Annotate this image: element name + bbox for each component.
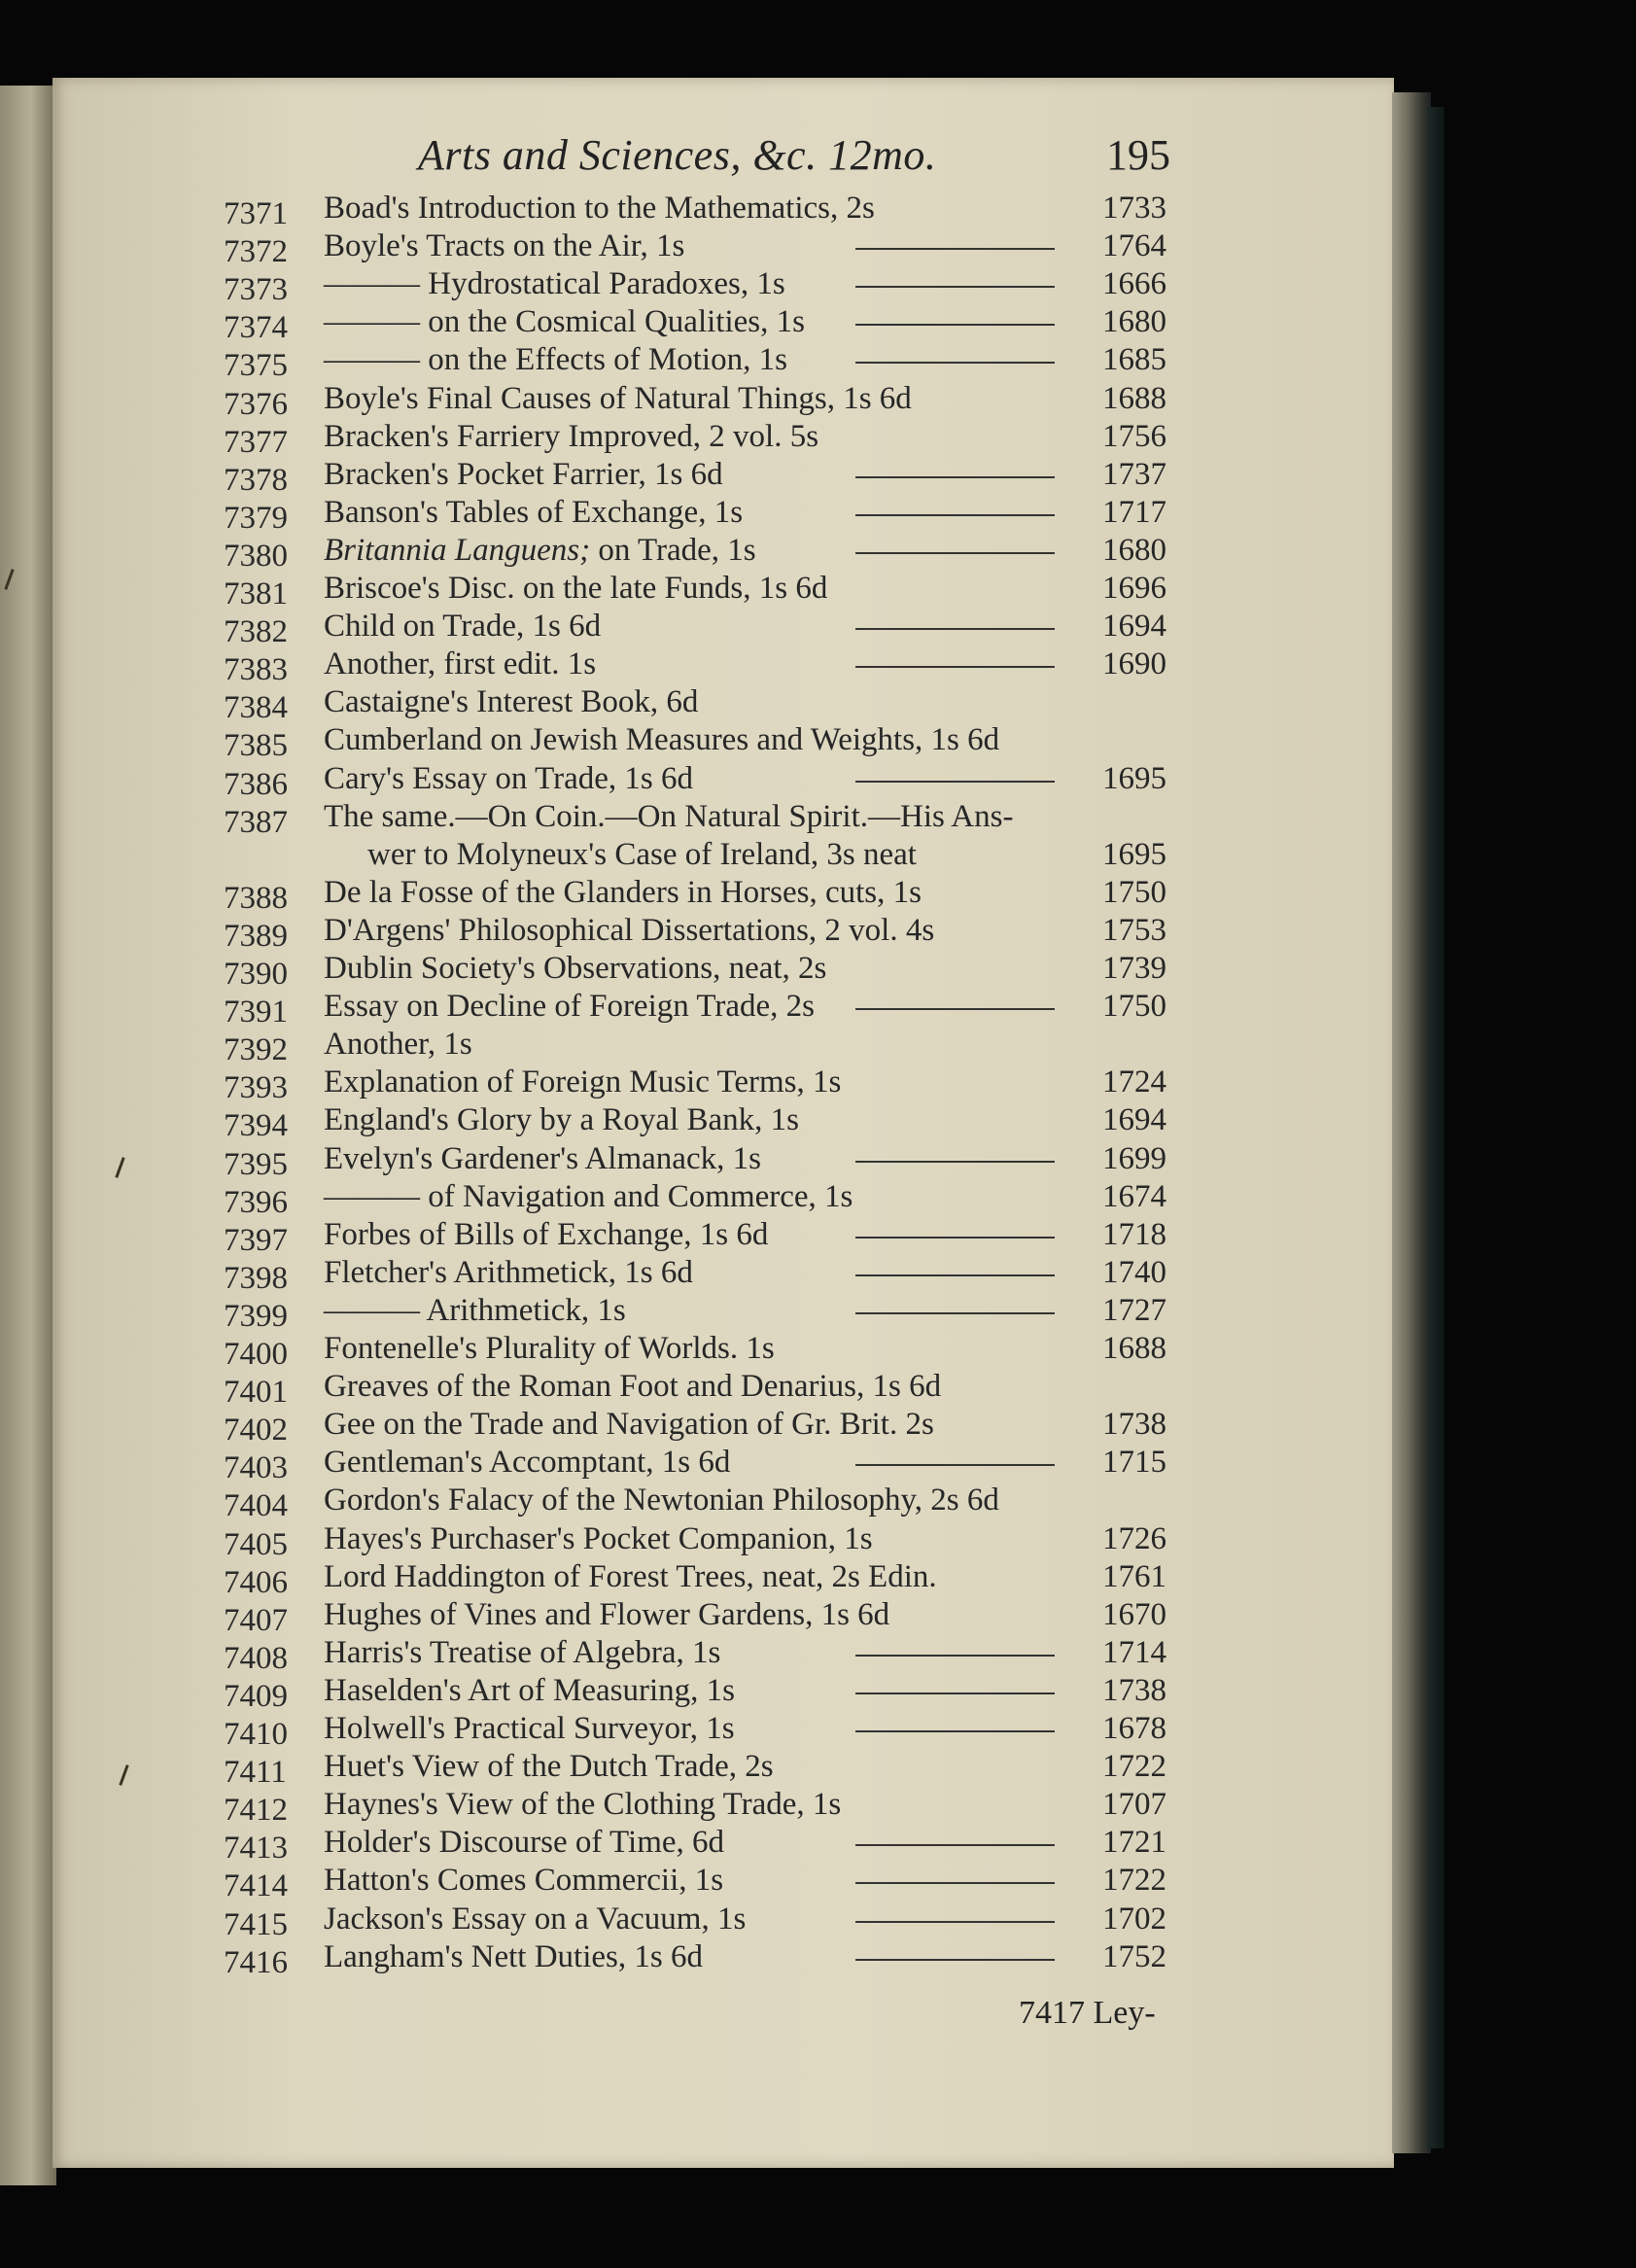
entry-year: 1726 [1102, 1520, 1166, 1556]
catalogue-entry [0, 1293, 1636, 1332]
catalogue-entry [0, 646, 1636, 688]
catalogue-entry [0, 989, 1636, 1028]
entry-title: Hayes's Purchaser's Pocket Companion, 1s [324, 1520, 873, 1556]
entry-title: Forbes of Bills of Exchange, 1s 6d [324, 1216, 769, 1252]
entry-title: Briscoe's Disc. on the late Funds, 1s 6d [324, 571, 828, 606]
catalogue-entry [0, 342, 1636, 384]
entry-number: 7392 [224, 1032, 288, 1068]
entry-number: 7406 [224, 1564, 288, 1600]
entry-number: 7373 [224, 272, 288, 308]
entry-number: 7415 [224, 1906, 288, 1942]
catalogue-entry [0, 761, 1636, 800]
entry-title: Boyle's Final Causes of Natural Things, 1s 6d [324, 380, 912, 416]
leader-rule [855, 781, 1055, 783]
entry-year: 1764 [1102, 228, 1166, 264]
entry-year: 1753 [1102, 912, 1166, 948]
entry-year: 1696 [1102, 571, 1166, 606]
catalogue-entry [0, 913, 1636, 952]
catalogue-entry [0, 1483, 1636, 1524]
leader-rule [855, 1161, 1055, 1163]
leader-rule [855, 1730, 1055, 1732]
catalogue-entry [0, 381, 1636, 420]
catalogue-entry [0, 1863, 1636, 1902]
entry-number: 7414 [224, 1868, 288, 1904]
entry-number: 7398 [224, 1260, 288, 1296]
entry-number: 7388 [224, 880, 288, 916]
leader-rule [855, 552, 1055, 554]
entry-title: The same.—On Coin.—On Natural Spirit.—His Ans- [324, 798, 1014, 834]
entry-number: 7397 [224, 1222, 288, 1258]
entry-year: 1688 [1102, 1331, 1166, 1366]
entry-year: 1699 [1102, 1140, 1166, 1176]
catalogue-entry [0, 1939, 1636, 1978]
entry-title: Gee on the Trade and Navigation of Gr. Brit. 2s [324, 1407, 934, 1443]
entry-title: Bracken's Farriery Improved, 2 vol. 5s [324, 418, 819, 454]
entry-number: 7412 [224, 1793, 288, 1829]
entry-number: 7374 [224, 310, 288, 346]
catalogue-entry [0, 419, 1636, 458]
entry-title [324, 533, 756, 569]
entry-number: 7390 [224, 957, 288, 992]
entry-number: 7376 [224, 386, 288, 422]
catalogue-entry [0, 1635, 1636, 1674]
entry-title: Evelyn's Gardener's Almanack, 1s [324, 1140, 761, 1176]
entry-title: England's Glory by a Royal Bank, 1s [324, 1102, 799, 1138]
catalogue-entry [0, 951, 1636, 990]
entry-title: Lord Haddington of Forest Trees, neat, 2s Edin. [324, 1558, 937, 1594]
catalogue-entry [0, 1445, 1636, 1486]
entry-title: ——— Hydrostatical Paradoxes, 1s [324, 266, 785, 302]
entry-title: Bracken's Pocket Farrier, 1s 6d [324, 456, 723, 492]
entry-year: 1707 [1102, 1787, 1166, 1823]
entry-number: 7408 [224, 1640, 288, 1676]
entry-title: De la Fosse of the Glanders in Horses, cuts, 1s [324, 874, 922, 910]
entry-number: 7407 [224, 1602, 288, 1638]
entry-year: 1724 [1102, 1064, 1166, 1100]
entry-year: 1739 [1102, 951, 1166, 986]
entry-number: 7379 [224, 500, 288, 536]
leader-rule [855, 248, 1055, 250]
entry-year: 1722 [1102, 1749, 1166, 1785]
entry-year: 1761 [1102, 1558, 1166, 1594]
entry-number: 7375 [224, 348, 288, 384]
entry-number: 7409 [224, 1678, 288, 1714]
catalogue-entry [0, 1179, 1636, 1218]
entry-year: 1727 [1102, 1292, 1166, 1328]
entry-year: 1738 [1102, 1407, 1166, 1443]
entry-title: Greaves of the Roman Foot and Denarius, 1s 6d [324, 1369, 942, 1405]
catalogue-entry [0, 684, 1636, 726]
entry-number: 7385 [224, 728, 288, 764]
entry-year: 1678 [1102, 1711, 1166, 1746]
entry-title: ——— on the Cosmical Qualities, 1s [324, 304, 805, 340]
entry-title-rest: on Trade, 1s [590, 532, 756, 568]
entry-year: 1670 [1102, 1596, 1166, 1632]
catalogue-entry [0, 1102, 1636, 1144]
entry-year: 1694 [1102, 609, 1166, 645]
entry-number: 7383 [224, 652, 288, 688]
entry-year: 1695 [1102, 836, 1166, 872]
leader-rule [855, 1464, 1055, 1466]
entry-title: Another, 1s [324, 1027, 472, 1063]
entry-title: Castaigne's Interest Book, 6d [324, 684, 699, 720]
entry-number: 7380 [224, 538, 288, 574]
catalogue-entry [0, 1597, 1636, 1636]
entry-number: 7382 [224, 614, 288, 650]
catalogue-entry [0, 609, 1636, 650]
entry-number: 7371 [224, 196, 288, 231]
page-header [0, 124, 1636, 183]
entry-year: 1718 [1102, 1216, 1166, 1252]
entry-year: 1715 [1102, 1445, 1166, 1481]
catalogue-entry [0, 191, 1636, 229]
entry-title: Gordon's Falacy of the Newtonian Philosophy, 2s 6d [324, 1483, 999, 1518]
entry-year: 1750 [1102, 874, 1166, 910]
entry-title: Boad's Introduction to the Mathematics, 2s [324, 191, 875, 226]
catalogue-entry [0, 1673, 1636, 1712]
entry-year: 1702 [1102, 1901, 1166, 1937]
leader-rule [855, 1882, 1055, 1884]
entry-number: 7400 [224, 1337, 288, 1372]
entry-year: 1666 [1102, 266, 1166, 302]
entry-number: 7404 [224, 1488, 288, 1524]
entry-number: 7403 [224, 1450, 288, 1486]
leader-rule [855, 628, 1055, 630]
entry-title: Huet's View of the Dutch Trade, 2s [324, 1749, 774, 1785]
leader-rule [855, 1237, 1055, 1239]
entry-year: 1688 [1102, 380, 1166, 416]
leader-rule [855, 1692, 1055, 1694]
entry-number: 7378 [224, 462, 288, 498]
catalogue-entry [0, 533, 1636, 572]
entry-title: wer to Molyneux's Case of Ireland, 3s neat [367, 836, 917, 872]
entry-year: 1737 [1102, 456, 1166, 492]
leader-rule [855, 1312, 1055, 1314]
leader-rule [855, 1008, 1055, 1010]
entry-title: Cumberland on Jewish Measures and Weights, 1s 6d [324, 722, 1000, 758]
entry-title: Banson's Tables of Exchange, 1s [324, 494, 744, 530]
entry-year: 1680 [1102, 304, 1166, 340]
catalogue-entry [0, 1825, 1636, 1867]
catalogue-entry [0, 837, 1636, 876]
entry-year: 1756 [1102, 418, 1166, 454]
entry-title: Holder's Discourse of Time, 6d [324, 1825, 725, 1861]
entry-number: 7389 [224, 918, 288, 954]
entry-year: 1733 [1102, 191, 1166, 226]
entry-number: 7402 [224, 1413, 288, 1448]
leader-rule [855, 514, 1055, 516]
leader-rule [855, 1655, 1055, 1657]
entry-title: Boyle's Tracts on the Air, 1s [324, 228, 685, 264]
entry-year: 1674 [1102, 1178, 1166, 1214]
entry-number: 7394 [224, 1108, 288, 1144]
entry-number: 7401 [224, 1375, 288, 1411]
entry-title: Essay on Decline of Foreign Trade, 2s [324, 989, 816, 1025]
entry-number: 7384 [224, 690, 288, 726]
entry-year: 1694 [1102, 1102, 1166, 1138]
running-title: Arts and Sciences, &c. 12mo. [418, 131, 937, 179]
leader-rule [855, 1844, 1055, 1846]
catalogue-entry [0, 457, 1636, 496]
entry-year: 1740 [1102, 1254, 1166, 1290]
catchword: 7417 Ley- [1019, 1995, 1156, 2031]
entry-number: 7386 [224, 766, 288, 802]
entry-number: 7405 [224, 1526, 288, 1562]
entry-number: 7413 [224, 1831, 288, 1867]
entry-title: Fontenelle's Plurality of Worlds. 1s [324, 1331, 775, 1366]
entry-title: Haynes's View of the Clothing Trade, 1s [324, 1787, 842, 1823]
entry-number: 7416 [224, 1944, 288, 1980]
entry-title: ——— on the Effects of Motion, 1s [324, 342, 787, 378]
catalogue-entry [0, 875, 1636, 914]
leader-rule [855, 1959, 1055, 1961]
catalogue-entry [0, 228, 1636, 270]
entry-title: Gentleman's Accomptant, 1s 6d [324, 1445, 731, 1481]
catalogue-entry [0, 1331, 1636, 1370]
entry-number: 7372 [224, 234, 288, 270]
entry-year: 1721 [1102, 1825, 1166, 1861]
entry-year: 1752 [1102, 1938, 1166, 1974]
entry-year: 1750 [1102, 989, 1166, 1025]
entry-title-italic: Britannia Languens; [324, 532, 591, 568]
entry-number: 7387 [224, 804, 288, 840]
entry-number: 7410 [224, 1717, 288, 1752]
entry-title: Hatton's Comes Commercii, 1s [324, 1863, 724, 1899]
entry-number: 7411 [224, 1755, 287, 1791]
catalogue-entry [0, 1787, 1636, 1829]
entry-title: Hughes of Vines and Flower Gardens, 1s 6d [324, 1596, 890, 1632]
entry-number: 7395 [224, 1146, 288, 1182]
catalogue-entry [0, 1521, 1636, 1560]
entry-title: Fletcher's Arithmetick, 1s 6d [324, 1254, 693, 1290]
entry-year: 1717 [1102, 494, 1166, 530]
catalogue-entry [0, 1902, 1636, 1940]
catalogue-entry [0, 722, 1636, 764]
catalogue-entry [0, 799, 1636, 838]
catalogue-entry [0, 1711, 1636, 1750]
entry-title: Another, first edit. 1s [324, 646, 597, 682]
entry-year: 1714 [1102, 1634, 1166, 1670]
entry-number: 7399 [224, 1298, 288, 1334]
catalogue-entry [0, 1141, 1636, 1180]
catalogue-entry [0, 266, 1636, 308]
entry-title: Haselden's Art of Measuring, 1s [324, 1672, 735, 1708]
leader-rule [855, 1274, 1055, 1276]
entry-number: 7391 [224, 994, 288, 1030]
entry-title: D'Argens' Philosophical Dissertations, 2 vol. 4s [324, 912, 935, 948]
catalogue-entry [0, 1559, 1636, 1598]
entry-title: Harris's Treatise of Algebra, 1s [324, 1634, 721, 1670]
leader-rule [855, 362, 1055, 364]
entry-title: Holwell's Practical Surveyor, 1s [324, 1711, 735, 1746]
entry-number: 7377 [224, 424, 288, 460]
catalogue-entry [0, 1369, 1636, 1411]
catalogue-entry [0, 571, 1636, 610]
entry-number: 7396 [224, 1184, 288, 1220]
entry-year: 1722 [1102, 1863, 1166, 1899]
catalogue-entry [0, 304, 1636, 346]
entry-title: Dublin Society's Observations, neat, 2s [324, 951, 827, 986]
page-number: 195 [1106, 131, 1170, 179]
catalogue-entry [0, 1749, 1636, 1791]
entry-title: Child on Trade, 1s 6d [324, 609, 602, 645]
catalogue-entry [0, 495, 1636, 534]
entry-year: 1695 [1102, 760, 1166, 796]
entry-title: Cary's Essay on Trade, 1s 6d [324, 760, 693, 796]
entry-number: 7393 [224, 1070, 288, 1106]
entry-title: Jackson's Essay on a Vacuum, 1s [324, 1901, 747, 1937]
entry-title: ——— Arithmetick, 1s [324, 1292, 626, 1328]
catalogue-entry [0, 1407, 1636, 1446]
leader-rule [855, 286, 1055, 288]
entry-title: Langham's Nett Duties, 1s 6d [324, 1938, 703, 1974]
catalogue-entry [0, 1027, 1636, 1068]
leader-rule [855, 1921, 1055, 1923]
leader-rule [855, 324, 1055, 326]
entry-year: 1690 [1102, 646, 1166, 682]
catalogue-entry [0, 1064, 1636, 1106]
leader-rule [855, 666, 1055, 668]
catalogue-entry [0, 1255, 1636, 1294]
entry-number: 7381 [224, 576, 288, 611]
entry-year: 1680 [1102, 532, 1166, 568]
entry-title: ——— of Navigation and Commerce, 1s [324, 1178, 853, 1214]
catalogue-entry [0, 1217, 1636, 1256]
entry-title: Explanation of Foreign Music Terms, 1s [324, 1064, 842, 1100]
leader-rule [855, 476, 1055, 478]
entry-year: 1738 [1102, 1672, 1166, 1708]
entry-year: 1685 [1102, 342, 1166, 378]
